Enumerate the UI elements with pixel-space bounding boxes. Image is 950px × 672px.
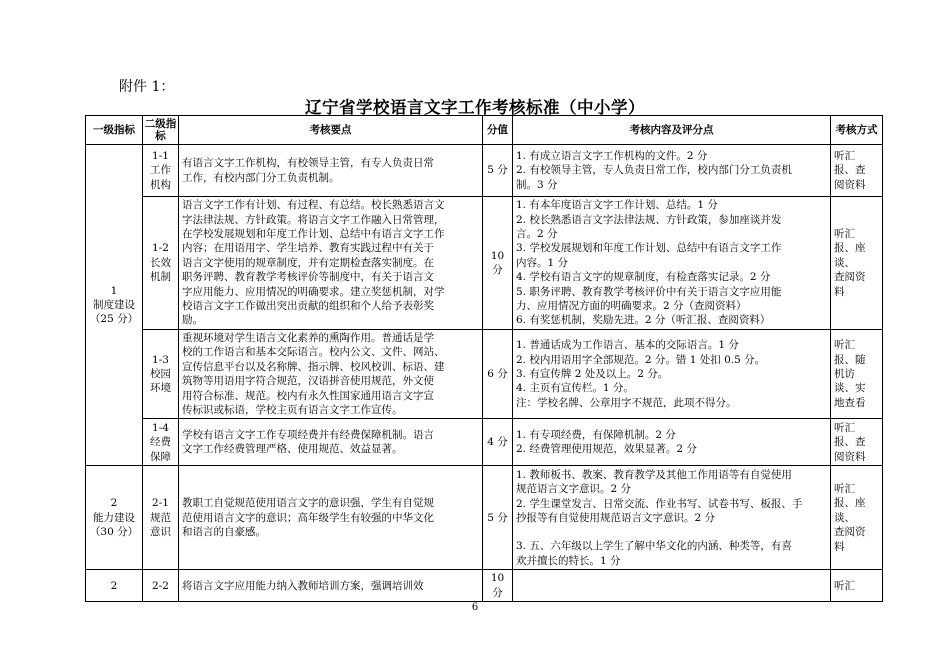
key-point-line: 校的工作语言和基本交际语言。校内公文、文件、网站、 — [182, 346, 445, 359]
table-row — [86, 145, 883, 197]
method-line: 报、座 — [834, 242, 866, 255]
header-level1: 一级指标 — [86, 116, 143, 145]
content-line: 5. 职务评聘、教育教学考核评价中有关于语言文字应用能 — [516, 285, 782, 298]
level1-score: （25 分） — [89, 313, 139, 326]
level2-name: 长效 — [150, 256, 171, 269]
score-cell: 10 分 — [483, 570, 513, 602]
content-cell — [513, 419, 831, 466]
table-row — [86, 570, 883, 602]
content-cell — [513, 570, 831, 602]
method-line: 报、随 — [834, 353, 866, 366]
method-cell — [831, 570, 883, 602]
content-line: 2. 有校领导主管，专人负责日常工作，校内部门分工负责机 — [516, 164, 792, 177]
level1-number: 1 — [110, 284, 118, 297]
key-point-line: 将语言文字应用能力纳入教师培训方案，强调培训效 — [182, 579, 424, 592]
key-point-line: 内容；在用语用字、学生培养、教育实践过程中有关于 — [182, 242, 434, 255]
content-spacer — [516, 525, 827, 539]
table-row — [86, 330, 883, 419]
method-line: 阅资料 — [834, 178, 866, 191]
key-point-line: 范使用语言文字的意识；高年级学生有较强的中华文化 — [182, 511, 434, 524]
method-cell — [831, 466, 883, 570]
content-line: 4. 主页有宣传栏。1 分。 — [516, 382, 634, 395]
level2-cell — [143, 145, 179, 197]
key-points-cell — [179, 197, 483, 330]
score-cell: 4 分 — [483, 419, 513, 466]
key-point-line: 教职工自觉规范使用语言文字的意识强，学生有自觉规 — [182, 497, 434, 510]
key-point-line: 筑物等用语用字符合规范，汉语拼音使用规范，外文使 — [182, 375, 434, 388]
level2-name: 机构 — [150, 178, 171, 191]
key-point-line: 语言文字工作有计划、有过程、有总结。校长熟悉语言文 — [182, 199, 445, 212]
score-cell: 5 分 — [483, 466, 513, 570]
method-line: 阅资料 — [834, 450, 866, 463]
level1-score: （30 分） — [89, 526, 139, 539]
level2-name: 保障 — [150, 450, 171, 463]
method-line: 料 — [834, 285, 845, 298]
header-score: 分值 — [483, 116, 513, 145]
content-line: 3. 有宣传牌 2 处及以上。2 分。 — [516, 368, 669, 381]
assessment-table — [85, 115, 883, 602]
method-line: 听汇 — [834, 579, 855, 592]
method-line: 听汇 — [834, 227, 855, 240]
content-line: 力、应用情况方面的明确要求。2 分（查阅资料） — [516, 300, 747, 313]
level2-name: 环境 — [150, 382, 171, 395]
content-line: 言。2 分 — [516, 227, 558, 240]
method-cell — [831, 419, 883, 466]
method-line: 报、查 — [834, 436, 866, 449]
header-level2: 二级指标 — [143, 116, 179, 145]
content-line: 6. 有奖惩机制，奖励先进。2 分（听汇报、查阅资料） — [516, 314, 771, 327]
header-content: 考核内容及评分点 — [513, 116, 831, 145]
content-line: 1. 有专项经费，有保障机制。2 分 — [516, 429, 676, 442]
key-point-line: 学校有语言文字工作专项经费并有经费保障机制。语言 — [182, 429, 434, 442]
level2-cell — [143, 330, 179, 419]
content-cell — [513, 145, 831, 197]
key-point-line: 传标识或标语，学校主页有语言文字工作宣传。 — [182, 404, 403, 417]
content-line: 1. 普通话成为工作语言、基本的交际语言。1 分 — [516, 339, 739, 352]
level2-cell — [143, 419, 179, 466]
level1-number: 2 — [110, 497, 118, 510]
key-point-line: 文字工作经费管理严格、使用规范、效益显著。 — [182, 443, 403, 456]
level2-name: 校园 — [150, 368, 171, 381]
score-cell: 6 分 — [483, 330, 513, 419]
content-line: 2. 经费管理使用规范，效果显著。2 分 — [516, 443, 697, 456]
content-line: 1. 有成立语言文字工作机构的文件。2 分 — [516, 149, 708, 162]
method-line: 听汇 — [834, 421, 855, 434]
content-line: 2. 校长熟悉语言文字法律法规、方针政策，参加座谈并发 — [516, 213, 782, 226]
level2-name: 意识 — [150, 526, 171, 539]
content-line: 欢并擅长的特长。1 分 — [516, 554, 621, 567]
score-cell: 10 分 — [483, 197, 513, 330]
key-points-cell — [179, 570, 483, 602]
key-point-line: 工作，有校内部门分工负责机制。 — [182, 171, 340, 184]
level2-name: 规范 — [150, 511, 171, 524]
method-line: 听汇 — [834, 149, 855, 162]
key-point-line: 校语言文字工作做出突出贡献的组织和个人给予表彰奖 — [182, 300, 434, 313]
content-line: 3. 五、六年级以上学生了解中华文化的内涵、种类等，有喜 — [516, 540, 792, 553]
method-cell — [831, 197, 883, 330]
method-line: 谈、 — [834, 256, 855, 269]
key-point-line: 在学校发展规划和年度工作计划、总结中有语言文字工作 — [182, 227, 445, 240]
method-line: 听汇 — [834, 482, 855, 495]
method-line: 报、查 — [834, 164, 866, 177]
key-point-line: 职务评聘、教育教学考核评价等制度中，有关于语言文 — [182, 271, 434, 284]
level2-code: 1-2 — [152, 242, 169, 255]
key-points-cell — [179, 419, 483, 466]
level2-cell — [143, 197, 179, 330]
key-points-cell — [179, 466, 483, 570]
attachment-label: 附件 1： — [119, 79, 175, 95]
content-line: 制。3 分 — [516, 178, 558, 191]
content-line: 1. 教师板书、教案、教育教学及其他工作用语等有自觉使用 — [516, 468, 792, 481]
level2-code: 1-1 — [152, 149, 169, 162]
table-row — [86, 197, 883, 330]
content-line: 注：学校名牌、公章用字不规范，此项不得分。 — [516, 396, 737, 409]
table-row — [86, 466, 883, 570]
content-line: 4. 学校有语言文字的规章制度，有检查落实记录。2 分 — [516, 271, 771, 284]
level2-name: 工作 — [150, 164, 171, 177]
method-line: 报、座 — [834, 497, 866, 510]
content-cell — [513, 330, 831, 419]
method-line: 料 — [834, 540, 845, 553]
table-header-row — [86, 116, 883, 145]
key-point-line: 宣传信息平台以及名称牌、指示牌、校风校训、标语、建 — [182, 360, 445, 373]
method-line: 地查看 — [834, 396, 866, 409]
level1-name: 制度建设 — [93, 299, 135, 312]
level2-name: 机制 — [150, 271, 171, 284]
content-line: 抄报等有自觉使用规范语言文字意识。2 分 — [516, 511, 716, 524]
level1-name: 能力建设 — [93, 511, 135, 524]
key-point-line: 重视环境对学生语言文化素养的熏陶作用。普通话是学 — [182, 332, 434, 344]
method-line: 谈、实 — [834, 382, 866, 395]
content-line: 规范语言文字意识。2 分 — [516, 483, 632, 496]
method-line: 听汇 — [834, 339, 855, 352]
level2-cell — [143, 466, 179, 570]
key-point-line: 有语言文字工作机构，有校领导主管，有专人负责日常 — [182, 157, 434, 170]
level2-name: 经费 — [150, 436, 171, 449]
content-cell — [513, 197, 831, 330]
content-line: 1. 有本年度语言文字工作计划、总结。1 分 — [516, 199, 718, 212]
level1-cell-capacity — [86, 466, 143, 570]
key-points-cell — [179, 145, 483, 197]
content-line: 3. 学校发展规划和年度工作计划、总结中有语言文字工作 — [516, 242, 782, 255]
header-method: 考核方式 — [831, 116, 883, 145]
key-point-line: 和语言的自豪感。 — [182, 526, 266, 539]
key-point-line: 字应用能力、应用情况的明确要求。建立奖惩机制，对学 — [182, 285, 445, 298]
level2-code: 1-4 — [152, 421, 169, 434]
method-line: 查阅资 — [834, 271, 866, 284]
document-title: 辽宁省学校语言文字工作考核标准（中小学） — [305, 98, 645, 117]
method-line: 查阅资 — [834, 526, 866, 539]
method-cell — [831, 145, 883, 197]
key-point-line: 用符合标准、规范。校内有永久性国家通用语言文字宣 — [182, 389, 434, 402]
method-line: 机访 — [834, 368, 855, 381]
content-cell — [513, 466, 831, 570]
method-cell — [831, 330, 883, 419]
key-point-line: 字法律法规、方针政策。将语言文字工作融入日常管理， — [182, 213, 445, 226]
table-row — [86, 419, 883, 466]
level2-code: 1-3 — [152, 353, 169, 366]
key-point-line: 励。 — [182, 314, 203, 327]
level1-cell-system — [86, 145, 143, 466]
content-line: 2. 校内用语用字全部规范。2 分。错 1 处扣 0.5 分。 — [516, 353, 766, 366]
key-point-line: 语言文字使用的规章制度，并有定期检查落实制度。在 — [182, 256, 434, 269]
key-points-cell — [179, 330, 483, 419]
content-line: 内容。1 分 — [516, 256, 569, 269]
header-key-points: 考核要点 — [179, 116, 483, 145]
content-line: 2. 学生课堂发言、日常交流、作业书写、试卷书写、板报、手 — [516, 497, 803, 510]
level2-cell: 2-2 — [143, 570, 179, 602]
level2-code: 2-1 — [152, 497, 169, 510]
score-cell: 5 分 — [483, 145, 513, 197]
page-number: 6 — [471, 602, 479, 613]
method-line: 谈、 — [834, 511, 855, 524]
level1-cell-capacity-continued: 2 — [86, 570, 143, 602]
